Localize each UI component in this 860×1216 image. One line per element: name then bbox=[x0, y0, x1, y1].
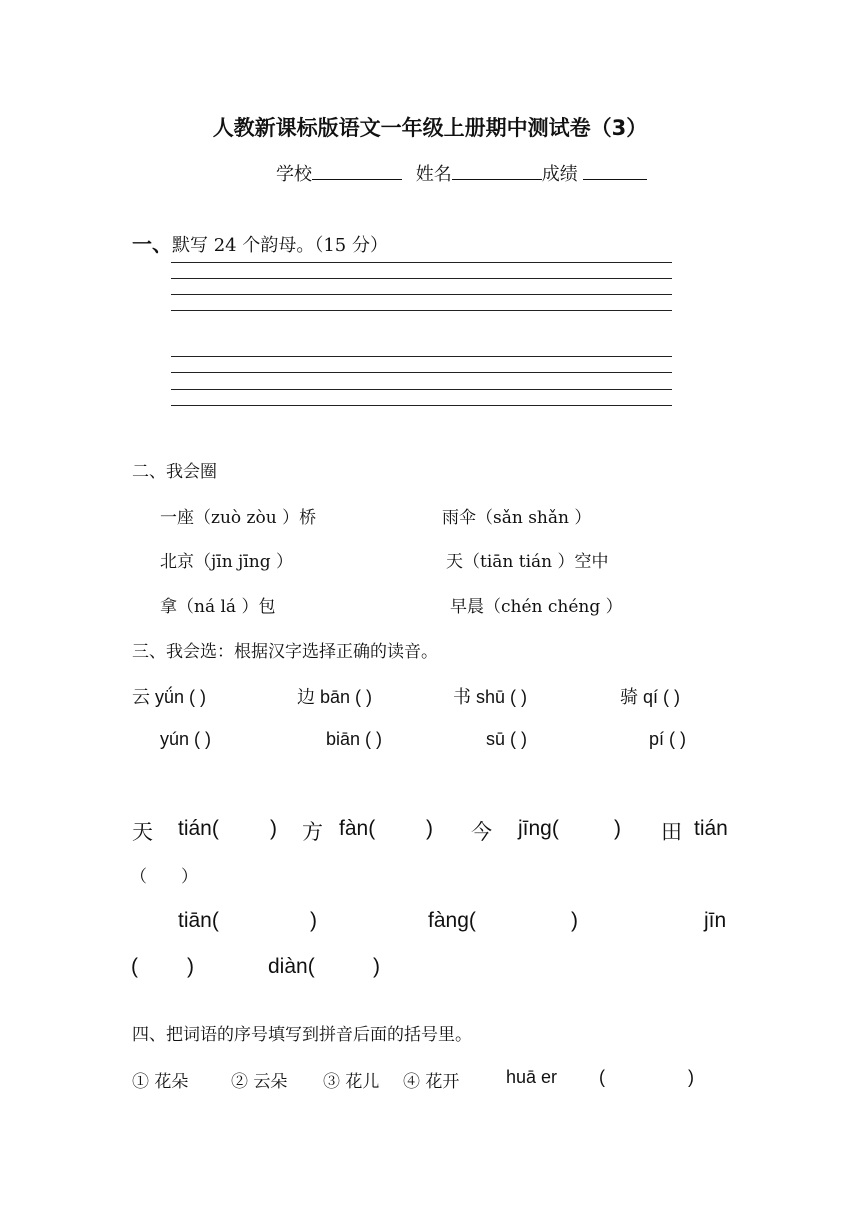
writing-line bbox=[171, 278, 672, 279]
pinyin-item[interactable]: jīnɡ( bbox=[518, 817, 559, 840]
section-3-heading: 三、我会选：根据汉字选择正确的读音。 bbox=[132, 642, 438, 662]
choice-item[interactable]: 骑 qí ( ) bbox=[620, 687, 681, 707]
paren-open: ( bbox=[131, 955, 138, 978]
writing-line bbox=[171, 372, 672, 373]
paren-close: ) bbox=[310, 909, 317, 932]
pinyin-item: huā er bbox=[506, 1067, 558, 1087]
answer-paren-close[interactable]: ) bbox=[688, 1067, 694, 1087]
choice-item[interactable]: yún ( ) bbox=[160, 729, 212, 749]
circle-item[interactable]: 一座（zuò zòu ）桥 bbox=[160, 508, 317, 528]
school-field[interactable] bbox=[312, 165, 402, 180]
char-jin: 今 bbox=[471, 820, 492, 844]
score-label: 成绩 bbox=[541, 164, 578, 185]
writing-line bbox=[171, 262, 672, 263]
paren-close: ) bbox=[614, 817, 621, 840]
choice-item[interactable]: 书 shū ( ) bbox=[453, 687, 528, 707]
paren-close: ) bbox=[187, 955, 194, 978]
student-info bbox=[276, 160, 647, 186]
name-field[interactable] bbox=[452, 165, 542, 180]
pinyin-item[interactable]: fàn( bbox=[339, 817, 376, 840]
char-fang: 方 bbox=[302, 820, 323, 844]
writing-line bbox=[171, 294, 672, 295]
pinyin-item[interactable]: diàn( bbox=[268, 955, 315, 978]
paren-close: ) bbox=[373, 955, 380, 978]
choice-item[interactable]: biān ( ) bbox=[326, 729, 383, 749]
circle-item[interactable]: 拿（ná lá ）包 bbox=[160, 597, 276, 617]
pinyin-item[interactable]: tián( bbox=[178, 817, 219, 840]
paren-close: ) bbox=[270, 817, 277, 840]
pinyin-item[interactable]: fànɡ( bbox=[428, 909, 476, 932]
circle-item[interactable]: 天（tiān tián ）空中 bbox=[446, 552, 609, 572]
pinyin-item[interactable]: jīn bbox=[704, 909, 727, 932]
choice-item[interactable]: 边 bān ( ) bbox=[297, 687, 373, 707]
section-1-heading bbox=[132, 228, 388, 257]
paren-close: ) bbox=[426, 817, 433, 840]
word-option: ③ 花儿 bbox=[323, 1072, 380, 1092]
word-option: ② 云朵 bbox=[231, 1072, 288, 1092]
section-2-heading: 二、我会圈 bbox=[132, 462, 217, 482]
answer-paren-open[interactable]: ( bbox=[599, 1067, 605, 1087]
char-tian: 天 bbox=[132, 820, 153, 844]
section-1-text: 默写 24 个韵母。（15 分） bbox=[172, 235, 388, 256]
writing-line bbox=[171, 405, 672, 406]
pinyin-item[interactable]: tiān( bbox=[178, 909, 219, 932]
name-label: 姓名 bbox=[415, 164, 452, 185]
section-1-number: 一、 bbox=[132, 232, 172, 256]
score-field[interactable] bbox=[583, 165, 647, 180]
pinyin-item[interactable]: tián bbox=[694, 817, 728, 840]
writing-line bbox=[171, 310, 672, 311]
char-tian2: 田 bbox=[661, 820, 682, 844]
choice-item[interactable]: sū ( ) bbox=[486, 729, 528, 749]
circle-item[interactable]: 雨伞（sǎn shǎn ） bbox=[442, 508, 592, 528]
answer-paren[interactable]: （ ） bbox=[130, 867, 198, 887]
word-option: ④ 花开 bbox=[403, 1072, 460, 1092]
choice-item[interactable]: 云 yǘn ( ) bbox=[132, 687, 207, 707]
school-label: 学校 bbox=[276, 164, 312, 185]
circle-item[interactable]: 北京（jīn jīng ） bbox=[160, 552, 294, 572]
writing-line bbox=[171, 389, 672, 390]
writing-line bbox=[171, 356, 672, 357]
section-4-heading: 四、把词语的序号填写到拼音后面的括号里。 bbox=[132, 1025, 472, 1045]
word-option: ① 花朵 bbox=[132, 1072, 189, 1092]
circle-item[interactable]: 早晨（chén chéng ） bbox=[450, 597, 623, 617]
page-title: 人教新课标版语文一年级上册期中测试卷（3） bbox=[212, 116, 648, 140]
paren-close: ) bbox=[571, 909, 578, 932]
choice-item[interactable]: pí ( ) bbox=[649, 729, 687, 749]
